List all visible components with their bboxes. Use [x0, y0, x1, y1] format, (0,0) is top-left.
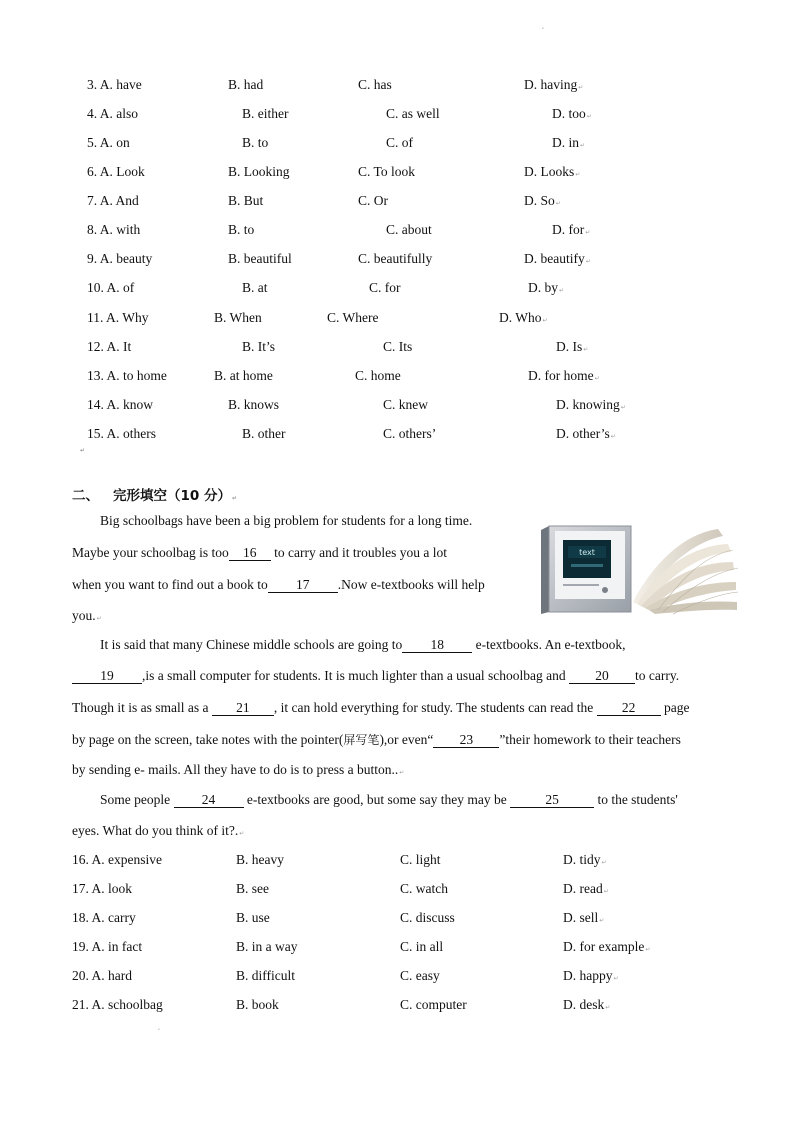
option-c: C. To look	[358, 164, 415, 179]
option-b: B. book	[236, 997, 279, 1012]
option-a: 3. A. have	[87, 77, 142, 92]
option-c: C. watch	[400, 881, 448, 896]
passage-text: .Now e-textbooks will help	[337, 577, 485, 592]
option-b: B. knows	[228, 397, 280, 412]
option-a: 9. A. beauty	[87, 251, 153, 266]
passage-text: e-textbooks. An e-textbook,	[475, 637, 626, 652]
option-a: 19. A. in fact	[72, 939, 143, 954]
option-b: B. use	[236, 910, 270, 925]
section-number: 二、	[72, 488, 99, 504]
option-b: B. to	[228, 222, 255, 237]
option-d: D. beautify↵	[524, 251, 591, 266]
option-c: C. home	[355, 368, 401, 383]
passage-text: Big schoolbags have been a big problem for students for a long time.	[100, 513, 473, 528]
option-d: D. Is↵	[556, 339, 589, 354]
option-c: C. others’	[383, 426, 437, 441]
option-d: D. sell↵	[563, 910, 605, 925]
option-a: 11. A. Why	[87, 310, 149, 325]
option-a: 13. A. to home	[87, 368, 167, 383]
option-a: 6. A. Look	[87, 164, 145, 179]
option-a: 5. A. on	[87, 135, 130, 150]
option-a: 12. A. It	[87, 339, 132, 354]
option-d: D. Who↵	[499, 310, 548, 325]
option-c: C. in all	[400, 939, 444, 954]
passage-text: ),or even“	[379, 732, 434, 747]
option-b: B. see	[236, 881, 269, 896]
passage-text: eyes. What do you think of it?.	[72, 823, 239, 838]
option-d: D. other’s↵	[556, 426, 616, 441]
option-d: D. for home↵	[528, 368, 600, 383]
e-textbook-illustration	[533, 524, 738, 616]
passage-line	[100, 792, 678, 808]
option-c: C. knew	[383, 397, 428, 412]
option-b: B. in a way	[236, 939, 298, 954]
passage-line	[72, 731, 681, 748]
option-b: B. But	[228, 193, 264, 208]
passage-line	[100, 637, 626, 653]
option-d: D. Looks↵	[524, 164, 581, 179]
option-c: C. discuss	[400, 910, 455, 925]
option-b: B. other	[242, 426, 286, 441]
passage-line	[72, 577, 485, 593]
option-a: 16. A. expensive	[72, 852, 162, 867]
passage-line: by sending e- mails. All they have to do is to press a button..↵	[72, 762, 405, 777]
passage-text: ”their homework to their teachers	[499, 732, 681, 747]
passage-text: you.	[72, 608, 96, 623]
blank-22[interactable]: 22	[597, 701, 661, 716]
blank-16[interactable]: 16	[229, 546, 271, 561]
option-b: B. at	[242, 280, 268, 295]
passage-line	[72, 700, 690, 716]
option-c: C. Or	[358, 193, 388, 208]
option-a: 15. A. others	[87, 426, 156, 441]
passage-text: when you want to find out a book to	[72, 577, 268, 592]
option-a: 7. A. And	[87, 193, 139, 208]
option-c: C. as well	[386, 106, 440, 121]
option-d: D. by↵	[528, 280, 565, 295]
option-d: D. too↵	[552, 106, 592, 121]
option-a: 20. A. hard	[72, 968, 132, 983]
option-b: B. either	[242, 106, 289, 121]
option-c: C. computer	[400, 997, 467, 1012]
top-mark: ‘	[542, 27, 544, 34]
screen-text: text	[579, 548, 595, 557]
option-c: C. Where	[327, 310, 379, 325]
option-d: D. for example↵	[563, 939, 651, 954]
passage-line	[72, 545, 447, 561]
option-a: 14. A. know	[87, 397, 154, 412]
passage-text: Though it is as small as a	[72, 700, 209, 715]
passage-text: It is said that many Chinese middle schools are going to	[100, 637, 403, 652]
option-d: D. happy↵	[563, 968, 619, 983]
option-a: 4. A. also	[87, 106, 139, 121]
option-b: B. When	[214, 310, 262, 325]
blank-17[interactable]: 17	[268, 578, 338, 593]
passage-text: by sending e- mails. All they have to do is to press a button..	[72, 762, 399, 777]
blank-23[interactable]: 23	[433, 733, 499, 748]
blank-24[interactable]: 24	[174, 793, 244, 808]
blank-20[interactable]: 20	[569, 669, 635, 684]
passage-text-chinese: 屏写笔	[343, 733, 380, 747]
option-d: D. desk↵	[563, 997, 611, 1012]
option-c: C. light	[400, 852, 441, 867]
passage-text: to carry and it troubles you a lot	[274, 545, 447, 560]
option-a: 21. A. schoolbag	[72, 997, 163, 1012]
blank-18[interactable]: 18	[402, 638, 472, 653]
passage-text: by page on the screen, take notes with the pointer(	[72, 732, 344, 747]
option-d: D. read↵	[563, 881, 609, 896]
option-a: 10. A. of	[87, 280, 135, 295]
passage-text: e-textbooks are good, but some say they may be	[246, 792, 507, 807]
blank-21[interactable]: 21	[212, 701, 274, 716]
blank-19[interactable]: 19	[72, 669, 142, 684]
option-d: D. knowing↵	[556, 397, 626, 412]
blank-25[interactable]: 25	[510, 793, 594, 808]
enter-mark: ↵	[80, 447, 86, 454]
passage-line	[100, 513, 472, 529]
passage-line: you.↵	[72, 608, 102, 623]
passage-text: page	[664, 700, 690, 715]
option-d: D. tidy↵	[563, 852, 607, 867]
option-c: C. beautifully	[358, 251, 433, 266]
option-b: B. beautiful	[228, 251, 292, 266]
option-b: B. to	[242, 135, 269, 150]
passage-text: Some people	[100, 792, 171, 807]
option-b: B. It’s	[242, 339, 276, 354]
section-heading: 二、 完形填空（10 分）↵	[72, 488, 238, 504]
option-d: D. in↵	[552, 135, 586, 150]
option-b: B. at home	[214, 368, 273, 383]
option-b: B. heavy	[236, 852, 284, 867]
passage-line	[72, 668, 679, 684]
passage-text: Maybe your schoolbag is too	[72, 545, 229, 560]
option-c: C. easy	[400, 968, 440, 983]
option-b: B. had	[228, 77, 264, 92]
option-c: C. of	[386, 135, 413, 150]
passage-line: eyes. What do you think of it?.↵	[72, 823, 245, 838]
option-c: C. for	[369, 280, 401, 295]
option-a: 8. A. with	[87, 222, 141, 237]
e-textbook-picture	[533, 524, 738, 616]
option-a: 17. A. look	[72, 881, 133, 896]
option-c: C. Its	[383, 339, 413, 354]
option-c: C. has	[358, 77, 392, 92]
section-title: 完形填空（10 分）	[113, 488, 231, 504]
bottom-mark: ‘	[158, 1028, 160, 1035]
passage-text: to carry.	[635, 668, 680, 683]
option-d: D. So↵	[524, 193, 561, 208]
option-c: C. about	[386, 222, 432, 237]
passage-text: , it can hold everything for study. The students can read the	[273, 700, 594, 715]
passage-text: to the students'	[597, 792, 678, 807]
option-d: D. having↵	[524, 77, 584, 92]
option-b: B. difficult	[236, 968, 295, 983]
option-a: 18. A. carry	[72, 910, 136, 925]
option-d: D. for↵	[552, 222, 591, 237]
passage-text: ,is a small computer for students. It is much lighter than a usual schoolbag and	[142, 668, 566, 683]
option-b: B. Looking	[228, 164, 290, 179]
